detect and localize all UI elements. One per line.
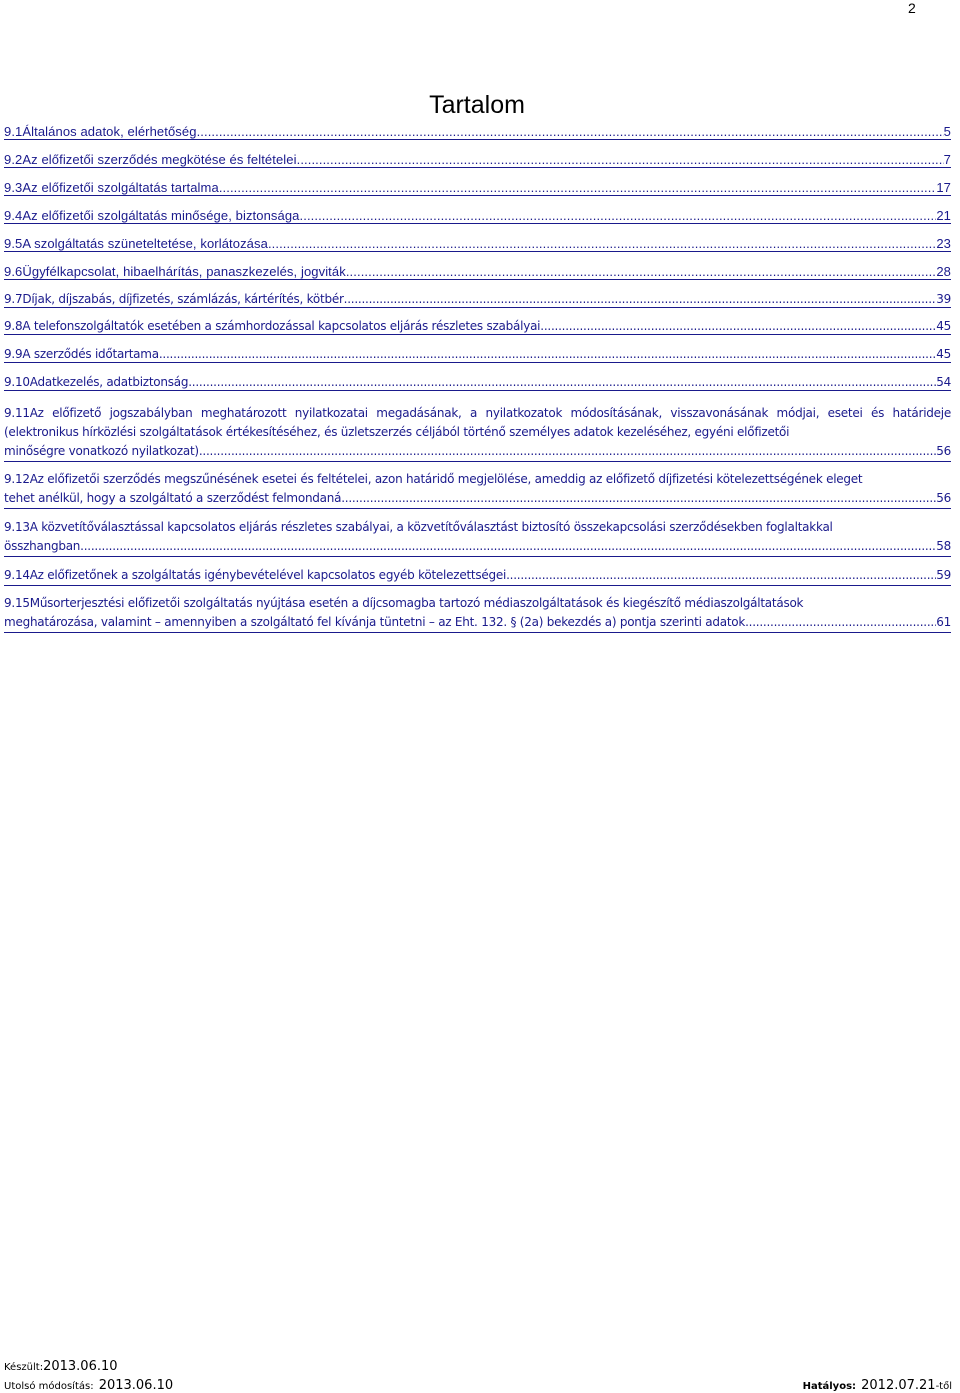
leader-dots [159, 347, 936, 362]
toc-page-number: 21 [936, 208, 951, 223]
toc-item-9-6 [4, 264, 951, 280]
toc-number: 9.11 [4, 406, 30, 420]
toc-entry-title-end: összhangban [4, 539, 81, 553]
toc-entry-title: A közvetítőválasztással kapcsolatos eljárás részletes szabályai, a közvetítőválasztást biztosító összekapcsolási szerződésekben foglaltakkal [29, 520, 833, 534]
toc-number: 9.3 [4, 180, 23, 195]
toc-item-9-1 [4, 124, 951, 140]
toc-number: 9.1 [4, 124, 23, 139]
toc-page-number: 54 [936, 375, 951, 389]
footer-modified [4, 1374, 173, 1393]
toc-page-number: 56 [936, 491, 951, 505]
toc-entry-title: A telefonszolgáltatók esetében a számhordozással kapcsolatos eljárás részletes szabályai [22, 319, 541, 333]
effective-suffix: -től [935, 1381, 952, 1392]
toc-number: 9.2 [4, 152, 23, 167]
leader-dots [346, 264, 936, 279]
toc-entry-title: Általános adatok, elérhetőség [22, 124, 197, 139]
toc-item-9-5 [4, 236, 951, 252]
created-date: 2013.06.10 [43, 1359, 118, 1374]
toc-entry-title: Az előfizetői szolgáltatás minősége, biztonsága [22, 208, 300, 223]
leader-dots [80, 537, 936, 556]
footer-effective [803, 1374, 952, 1393]
toc-link-9-14[interactable] [4, 566, 951, 586]
toc-link-9-4[interactable] [4, 208, 951, 224]
leader-dots [219, 180, 937, 195]
toc-entry-title: Az előfizetői szerződés megkötése és feltételei [22, 152, 297, 167]
toc-title: Tartalom [429, 91, 525, 119]
toc-entry-title-end: minőségre vonatkozó nyilatkozat) [4, 444, 199, 458]
toc-entry-title: Az előfizetőnek a szolgáltatás igénybevételével kapcsolatos egyéb kötelezettségei [29, 568, 507, 582]
toc-link-9-11[interactable] [4, 404, 951, 462]
leader-dots [300, 208, 937, 223]
toc-entry-title: Műsorterjesztési előfizetői szolgáltatás nyújtása esetén a díjcsomagba tartozó médiaszolgáltatások és kiegészítő médiaszolgáltatások [29, 596, 804, 610]
leader-dots [344, 292, 937, 307]
modified-label: Utolsó módosítás: [4, 1381, 94, 1392]
toc-entry-title-end: tehet anélkül, hogy a szolgáltató a szerződést felmondaná [4, 491, 342, 505]
toc-link-9-5[interactable] [4, 236, 951, 252]
toc-entry-title: A szerződés időtartama [22, 347, 159, 361]
toc-link-9-9[interactable] [4, 347, 951, 363]
effective-label: Hatályos: [802, 1381, 857, 1392]
leader-dots [268, 236, 936, 251]
toc-page-number: 45 [936, 347, 951, 361]
toc-item-9-2 [4, 152, 951, 168]
toc-link-9-12[interactable] [4, 470, 951, 509]
toc-item-9-14 [4, 566, 951, 586]
toc-item-9-8 [4, 319, 951, 335]
toc-page-number: 39 [936, 292, 951, 306]
toc-link-9-6[interactable] [4, 264, 951, 280]
footer-created [4, 1355, 118, 1374]
toc-link-9-7[interactable] [4, 292, 951, 308]
toc-page-number: 45 [936, 319, 951, 333]
leader-dots [745, 613, 936, 632]
leader-dots [540, 319, 936, 334]
leader-dots [297, 152, 944, 167]
toc-item-9-10 [4, 375, 951, 391]
toc-number: 9.6 [4, 264, 23, 279]
leader-dots [506, 566, 936, 585]
toc-page-number: 5 [943, 124, 951, 139]
toc-item-9-4 [4, 208, 951, 224]
toc-link-9-3[interactable] [4, 180, 951, 196]
toc-entry-title: Az előfizető jogszabályban meghatározott nyilatkozatai megadásának, a nyilatkozatok módosításának, visszavonásának módjai, esetei és határideje (elektronikus hírközlési szolgáltatások értékesítéséhez, és üzletszerzés céljából történő személyes adatok kezeléséhez, egyéni előfizetői [4, 406, 951, 439]
toc-link-9-8[interactable] [4, 319, 951, 335]
toc-number: 9.4 [4, 208, 23, 223]
toc-link-9-15[interactable] [4, 594, 951, 633]
toc-entry-title: Adatkezelés, adatbiztonság [29, 375, 189, 389]
toc-number: 9.15 [4, 596, 30, 610]
toc-item-9-3 [4, 180, 951, 196]
leader-dots [188, 375, 936, 390]
toc-item-9-12 [4, 470, 951, 509]
toc-item-9-15 [4, 594, 951, 633]
toc-number: 9.14 [4, 568, 30, 582]
created-label: Készült: [4, 1362, 44, 1373]
effective-date: 2012.07.21 [861, 1378, 936, 1393]
page-number: 2 [908, 0, 916, 16]
toc-link-9-13[interactable] [4, 518, 951, 557]
toc-entry-title: Az előfizetői szolgáltatás tartalma [22, 180, 219, 195]
toc-item-9-13 [4, 518, 951, 557]
toc-number: 9.10 [4, 375, 30, 389]
toc-page-number: 58 [936, 539, 951, 553]
toc-page-number: 61 [936, 615, 951, 629]
toc-item-9-11 [4, 404, 951, 462]
toc-number: 9.9 [4, 347, 23, 361]
leader-dots [197, 124, 944, 139]
toc-link-9-1[interactable] [4, 124, 951, 140]
toc-link-9-2[interactable] [4, 152, 951, 168]
toc-entry-title: Ügyfélkapcsolat, hibaelhárítás, panaszkezelés, jogviták [22, 264, 346, 279]
toc-page-number: 56 [936, 444, 951, 458]
toc-number: 9.12 [4, 472, 30, 486]
toc-page-number: 28 [936, 264, 951, 279]
toc-entry-title: Az előfizetői szerződés megszűnésének esetei és feltételei, azon határidő megjelölése, ameddig az előfizető díjfizetési kötelezettségének eleget [29, 472, 863, 486]
leader-dots [341, 489, 936, 508]
toc-page-number: 17 [936, 180, 951, 195]
toc-page-number: 59 [936, 568, 951, 582]
leader-dots [199, 442, 936, 461]
toc-number: 9.7 [4, 292, 23, 306]
modified-date: 2013.06.10 [98, 1378, 174, 1393]
toc-item-9-7 [4, 292, 951, 308]
toc-entry-title: A szolgáltatás szüneteltetése, korlátozása [22, 236, 268, 251]
toc-number: 9.13 [4, 520, 30, 534]
toc-entry-title: Díjak, díjszabás, díjfizetés, számlázás, kártérítés, kötbér [22, 292, 344, 306]
toc-link-9-10[interactable] [4, 375, 951, 391]
toc-entry-title-end: meghatározása, valamint – amennyiben a szolgáltató fel kívánja tüntetni – az Eht. 132. § (2a) bekezdés a) pontja szerinti adatok [4, 615, 746, 629]
toc-page-number: 7 [943, 152, 951, 167]
toc-number: 9.8 [4, 319, 23, 333]
toc-number: 9.5 [4, 236, 23, 251]
toc-item-9-9 [4, 347, 951, 363]
toc-page-number: 23 [936, 236, 951, 251]
